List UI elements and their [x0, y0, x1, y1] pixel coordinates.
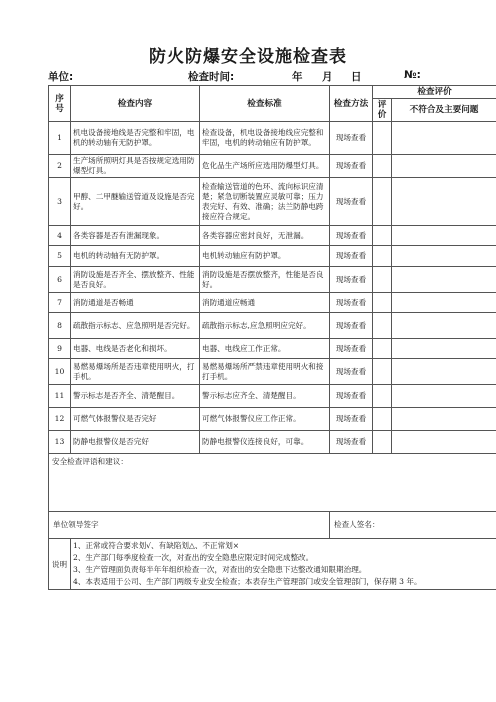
row-method: 现场查看 — [330, 155, 373, 178]
row-method: 现场查看 — [330, 267, 373, 293]
row-method: 现场查看 — [330, 313, 373, 339]
row-standard: 消防通道应畅通 — [200, 293, 330, 313]
issues-cell[interactable] — [392, 178, 496, 226]
leader-signature-label: 单位领导签字 — [53, 520, 99, 529]
issues-cell[interactable] — [392, 155, 496, 178]
issues-cell[interactable] — [392, 313, 496, 339]
note-item: 4、本表适用于公司、生产部门两级专业安全检查；本表存生产管理部门或安全管理部门，保存期 3 年。 — [73, 577, 422, 586]
row-number: 12 — [49, 408, 71, 431]
row-number: 6 — [49, 267, 71, 293]
header-rating: 评价 — [373, 99, 392, 122]
row-method: 现场查看 — [330, 226, 373, 246]
note-item: 3、生产管理面负责每半年年组织检查一次，对查出的安全隐患下达整改通知限期治理。 — [73, 565, 367, 574]
page-title: 防火防爆安全设施检查表 — [149, 47, 347, 67]
row-content: 消防设施是否齐全、摆放整齐、性能是否良好。 — [71, 267, 200, 293]
row-standard: 防静电报警仪连接良好，可靠。 — [200, 431, 330, 454]
row-standard: 电器、电线应工作正常。 — [200, 339, 330, 359]
row-content: 机电设备接地线是否完整和牢固，电机的转动轴有无防护罩。 — [71, 122, 200, 155]
row-standard: 检查输送管道的色环、流向标识应清楚；紧急切断装置应灵敏可靠；压力表完好、有效、准确；法兰防静电跨接应符合规定。 — [200, 178, 330, 226]
month-label: 月 — [322, 71, 333, 83]
leader-signature-cell[interactable] — [49, 512, 330, 539]
table-row — [49, 313, 496, 339]
header-standard: 检查标准 — [200, 86, 330, 122]
row-method: 现场查看 — [330, 431, 373, 454]
table-row — [49, 267, 496, 293]
row-content: 防静电报警仪是否完好 — [71, 431, 200, 454]
row-method: 现场查看 — [330, 339, 373, 359]
rating-cell[interactable] — [373, 359, 392, 385]
table-row — [49, 293, 496, 313]
row-number: 1 — [49, 122, 71, 155]
row-standard: 疏散指示标志,应急照明应完好。 — [200, 313, 330, 339]
row-method: 现场查看 — [330, 385, 373, 408]
issues-cell[interactable] — [392, 267, 496, 293]
row-standard: 检查设备，机电设备接地线应完整和牢固，电机的转动轴应有防护罩。 — [200, 122, 330, 155]
inspection-table — [48, 85, 496, 590]
row-content: 易燃易爆场所是否违章使用明火，打手机。 — [71, 359, 200, 385]
rating-cell[interactable] — [373, 122, 392, 155]
row-method: 现场查看 — [330, 122, 373, 155]
table-row — [49, 408, 496, 431]
row-number: 8 — [49, 313, 71, 339]
header-issues: 不符合及主要问题 — [392, 99, 496, 122]
inspector-signature-label: 检查人签名： — [334, 520, 380, 529]
note-item: 2、生产部门每季度检查一次，对查出的安全隐患应限定时间完成整改。 — [73, 553, 314, 562]
row-content: 可燃气体报警仪是否完好 — [71, 408, 200, 431]
issues-cell[interactable] — [392, 385, 496, 408]
rating-cell[interactable] — [373, 226, 392, 246]
row-standard: 电机转动轴应有防护罩。 — [200, 246, 330, 267]
rating-cell[interactable] — [373, 178, 392, 226]
table-row — [49, 178, 496, 226]
header-content: 检查内容 — [71, 86, 200, 122]
row-number: 13 — [49, 431, 71, 454]
row-content: 生产场所照明灯具是否按规定选用防爆型灯具。 — [71, 155, 200, 178]
issues-cell[interactable] — [392, 246, 496, 267]
table-row — [49, 359, 496, 385]
time-label: 检查时间: — [188, 71, 235, 83]
row-content: 电机的转动轴有无防护罩。 — [71, 246, 200, 267]
day-label: 日 — [351, 71, 362, 83]
table-row — [49, 226, 496, 246]
table-row — [49, 122, 496, 155]
issues-cell[interactable] — [392, 226, 496, 246]
row-number: 9 — [49, 339, 71, 359]
row-standard: 可燃气体报警仪应工作正常。 — [200, 408, 330, 431]
row-number: 11 — [49, 385, 71, 408]
rating-cell[interactable] — [373, 313, 392, 339]
rating-cell[interactable] — [373, 339, 392, 359]
rating-cell[interactable] — [373, 431, 392, 454]
row-number: 7 — [49, 293, 71, 313]
row-standard: 危化品生产场所应选用防爆型灯具。 — [200, 155, 330, 178]
unit-label: 单位: — [48, 71, 74, 83]
row-content: 电器、电线是否老化和损坏。 — [71, 339, 200, 359]
inspector-signature-cell[interactable] — [330, 512, 496, 539]
note-item: 1、正常或符合要求划√、有缺陷划△、不正常划× — [73, 541, 240, 550]
row-method: 现场查看 — [330, 178, 373, 226]
rating-cell[interactable] — [373, 385, 392, 408]
row-standard: 各类容器应密封良好，无泄漏。 — [200, 226, 330, 246]
row-number: 3 — [49, 178, 71, 226]
rating-cell[interactable] — [373, 155, 392, 178]
row-number: 4 — [49, 226, 71, 246]
table-row — [49, 246, 496, 267]
table-row — [49, 385, 496, 408]
table-row — [49, 339, 496, 359]
rating-cell[interactable] — [373, 267, 392, 293]
row-number: 2 — [49, 155, 71, 178]
row-method: 现场查看 — [330, 408, 373, 431]
row-method: 现场查看 — [330, 293, 373, 313]
rating-cell[interactable] — [373, 408, 392, 431]
opinions-label: 安全检查评语和建议： — [52, 457, 128, 466]
issues-cell[interactable] — [392, 431, 496, 454]
issues-cell[interactable] — [392, 359, 496, 385]
row-content: 各类容器是否有泄漏现象。 — [71, 226, 200, 246]
opinions-cell[interactable] — [49, 454, 496, 512]
row-content: 警示标志是否齐全、清楚醒目。 — [71, 385, 200, 408]
row-number: 10 — [49, 359, 71, 385]
row-standard: 警示标志应齐全、清楚醒目。 — [200, 385, 330, 408]
header-method: 检查方法 — [330, 86, 373, 122]
notes-list — [71, 539, 496, 590]
issues-cell[interactable] — [392, 293, 496, 313]
notes-label: 说明 — [49, 539, 71, 590]
row-standard: 易燃易爆场所严禁违章使用明火和接打手机。 — [200, 359, 330, 385]
issues-cell[interactable] — [392, 339, 496, 359]
row-method: 现场查看 — [330, 359, 373, 385]
row-content: 疏散指示标志、应急照明是否完好。 — [71, 313, 200, 339]
header-seq: 序号 — [49, 86, 71, 122]
row-standard: 消防设施是否摆放整齐，性能是否良好。 — [200, 267, 330, 293]
rating-cell[interactable] — [373, 293, 392, 313]
issues-cell[interactable] — [392, 408, 496, 431]
rating-cell[interactable] — [373, 246, 392, 267]
row-method: 现场查看 — [330, 246, 373, 267]
row-content: 消防通道是否畅通 — [71, 293, 200, 313]
row-content: 甲醇、二甲醚输送管道及设施是否完好。 — [71, 178, 200, 226]
header-evaluation: 检查评价 — [373, 86, 496, 99]
number-label: №: — [404, 69, 421, 81]
table-row — [49, 431, 496, 454]
row-number: 5 — [49, 246, 71, 267]
table-row — [49, 155, 496, 178]
issues-cell[interactable] — [392, 122, 496, 155]
year-label: 年 — [292, 71, 303, 83]
